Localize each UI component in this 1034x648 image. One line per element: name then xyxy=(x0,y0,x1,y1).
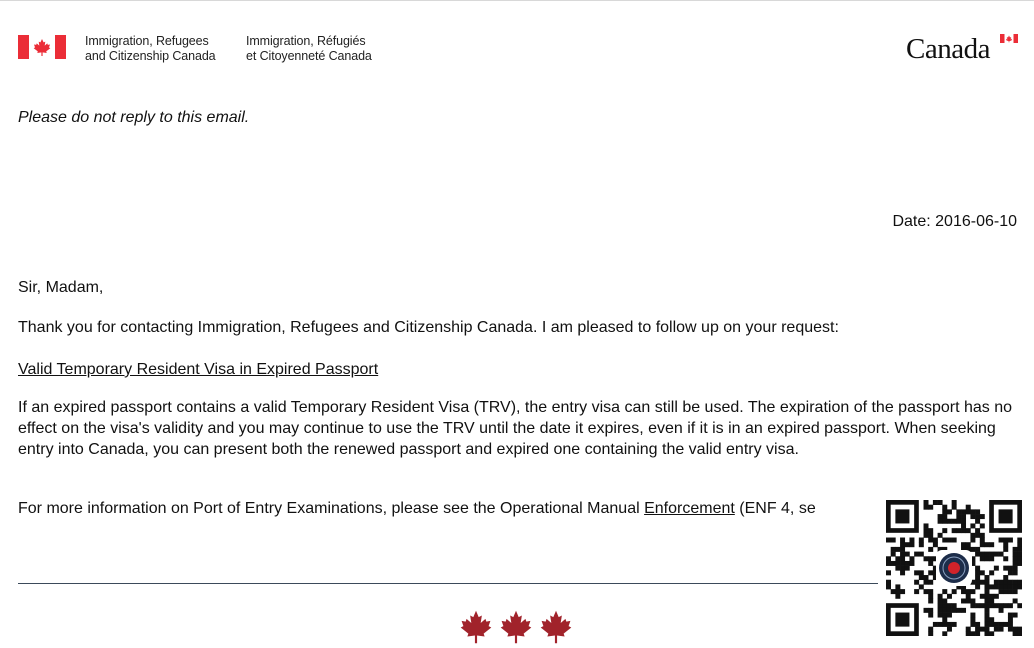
enforcement-link[interactable]: Enforcement xyxy=(644,500,735,517)
department-name-line: Immigration, Réfugiés xyxy=(246,34,366,48)
maple-leaf-icon xyxy=(537,609,575,645)
canada-wordmark xyxy=(906,32,1016,66)
intro-paragraph: Thank you for contacting Immigration, Refugees and Citizenship Canada. I am pleased to follow up on your request: xyxy=(18,319,839,336)
no-reply-notice: Please do not reply to this email. xyxy=(18,109,250,126)
more-info-suffix: (ENF 4, se xyxy=(734,500,816,517)
footer-divider xyxy=(18,583,878,584)
request-subject: Valid Temporary Resident Visa in Expired Passport xyxy=(18,361,379,378)
top-border xyxy=(0,0,1034,1)
department-name-line: et Citoyenneté Canada xyxy=(246,48,372,63)
maple-leaf-icon xyxy=(457,609,495,645)
department-name-line: Immigration, Refugees xyxy=(85,34,209,48)
email-date: Date: 2016-06-10 xyxy=(892,213,1017,230)
qr-code-icon[interactable] xyxy=(886,500,1022,636)
canada-flag-icon xyxy=(18,35,66,59)
department-name-line: and Citizenship Canada xyxy=(85,48,216,63)
greeting: Sir, Madam, xyxy=(18,279,104,296)
department-name-english xyxy=(85,34,216,63)
body-paragraph: If an expired passport contains a valid Temporary Resident Visa (TRV), the entry visa can still be used. The expiration of the passport has no effect on the visa's validity and you may continue to use the TRV until the date it expires, even if it is in an expired passport. When seeking entry into Canada, you can present both the renewed passport and expired one containing the valid entry visa. xyxy=(18,399,1013,458)
maple-leaves xyxy=(457,609,577,645)
more-info-text: For more information on Port of Entry Examinations, please see the Operational Manual xyxy=(18,500,645,517)
maple-leaf-icon xyxy=(497,609,535,645)
wordmark-flag-icon xyxy=(1000,34,1018,43)
wordmark-text: Canada xyxy=(906,33,990,65)
department-name-french xyxy=(246,34,372,63)
more-info-paragraph xyxy=(18,498,816,519)
